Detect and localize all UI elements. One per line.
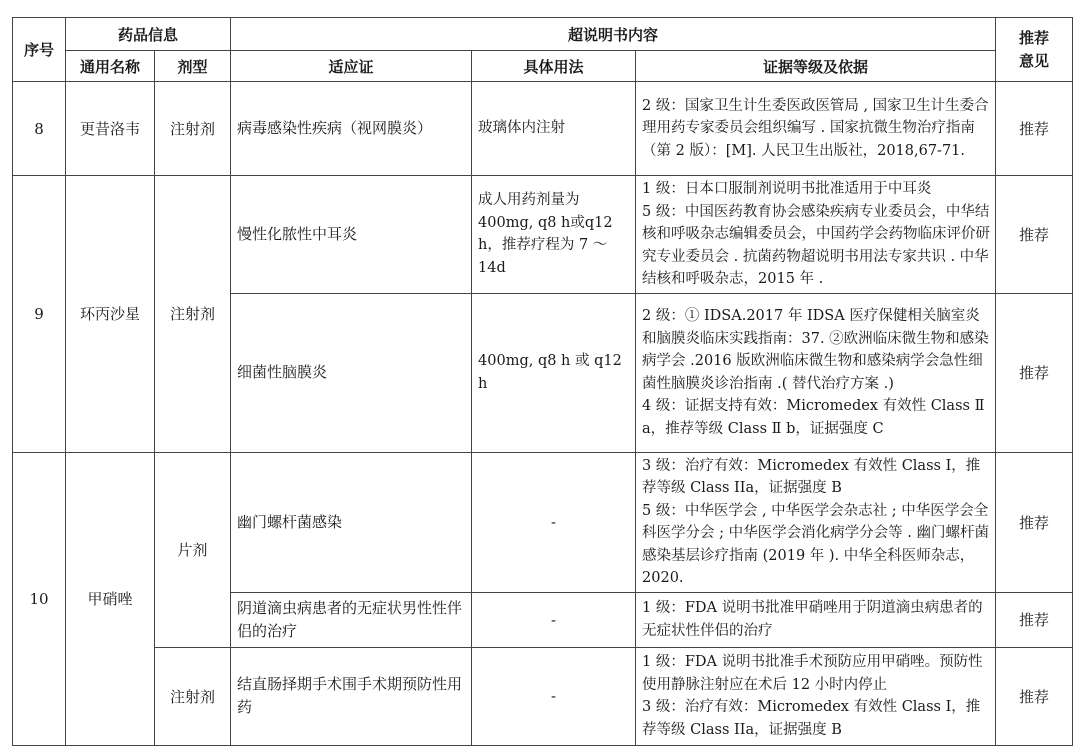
header-recommend-line1: 推荐	[1019, 28, 1050, 47]
header-generic-name: 通用名称	[66, 51, 155, 82]
cell-recommend: 推荐	[996, 176, 1073, 294]
cell-recommend: 推荐	[996, 592, 1073, 647]
cell-usage: 玻璃体内注射	[472, 82, 636, 176]
cell-indication: 结直肠择期手术围手术期预防性用药	[231, 647, 472, 745]
cell-seq: 9	[13, 176, 66, 453]
header-drug-info: 药品信息	[66, 18, 231, 51]
cell-recommend: 推荐	[996, 647, 1073, 745]
cell-usage: 成人用药剂量为400mg, q8 h或q12 h，推荐疗程为 7 ～ 14d	[472, 176, 636, 294]
cell-evidence: 3 级：治疗有效：Micromedex 有效性 Class I，推荐等级 Class IIa，证据强度 B 5 级：中华医学会 , 中华医学会杂志社 ; 中华医学会全科医学分会 ; 中华医学会消化病学分会等 . 幽门螺杆菌感染基层诊疗指南 (2019 年 ). 中华全科医师杂志，2020.	[636, 452, 996, 592]
cell-recommend: 推荐	[996, 452, 1073, 592]
cell-evidence: 2 级：国家卫生计生委医政医管局 , 国家卫生计生委合理用药专家委员会组织编写 . 国家抗微生物治疗指南（第 2 版）：[M]. 人民卫生出版社，2018,67-71.	[636, 82, 996, 176]
cell-recommend: 推荐	[996, 293, 1073, 452]
header-row-2	[13, 51, 1073, 82]
cell-dosage-form: 片剂	[155, 452, 231, 647]
header-evidence: 证据等级及依据	[636, 51, 996, 82]
header-row-1	[13, 18, 1073, 51]
cell-indication: 病毒感染性疾病（视网膜炎）	[231, 82, 472, 176]
cell-dosage-form: 注射剂	[155, 82, 231, 176]
cell-evidence: 2 级：① IDSA.2017 年 IDSA 医疗保健相关脑室炎和脑膜炎临床实践指南：37. ②欧洲临床微生物和感染病学会 .2016 版欧洲临床微生物和感染病学会急性细菌性脑膜炎诊治指南 .( 替代治疗方案 .) 4 级：证据支持有效：Micromedex 有效性 Class Ⅱ a，推荐等级 Class Ⅱ b，证据强度 C	[636, 293, 996, 452]
table-row	[13, 452, 1073, 592]
evidence-table	[12, 17, 1073, 746]
cell-dosage-form: 注射剂	[155, 647, 231, 745]
cell-evidence: 1 级：日本口服制剂说明书批准适用于中耳炎 5 级：中国医药教育协会感染疾病专业委员会，中华结核和呼吸杂志编辑委员会，中国药学会药物临床评价研究专业委员会 . 抗菌药物超说明书用法专家共识 . 中华结核和呼吸杂志，2015 年 .	[636, 176, 996, 294]
header-dosage-form: 剂型	[155, 51, 231, 82]
header-offlabel-content: 超说明书内容	[231, 18, 996, 51]
cell-indication: 慢性化脓性中耳炎	[231, 176, 472, 294]
cell-recommend: 推荐	[996, 82, 1073, 176]
header-recommend	[996, 18, 1073, 82]
header-indication: 适应证	[231, 51, 472, 82]
header-seq: 序号	[13, 18, 66, 82]
header-usage: 具体用法	[472, 51, 636, 82]
table-row	[13, 647, 1073, 745]
cell-generic-name: 环丙沙星	[66, 176, 155, 453]
cell-usage: -	[472, 592, 636, 647]
table-row	[13, 82, 1073, 176]
header-recommend-line2: 意见	[1019, 51, 1050, 70]
cell-indication: 细菌性脑膜炎	[231, 293, 472, 452]
cell-seq: 10	[13, 452, 66, 745]
cell-generic-name: 更昔洛韦	[66, 82, 155, 176]
cell-evidence: 1 级：FDA 说明书批准手术预防应用甲硝唑。预防性使用静脉注射应在术后 12 小时内停止 3 级：治疗有效：Micromedex 有效性 Class I，推荐等级 Class IIa，证据强度 B	[636, 647, 996, 745]
cell-indication: 幽门螺杆菌感染	[231, 452, 472, 592]
cell-usage: -	[472, 647, 636, 745]
cell-dosage-form: 注射剂	[155, 176, 231, 453]
cell-evidence: 1 级：FDA 说明书批准甲硝唑用于阴道滴虫病患者的无症状性伴侣的治疗	[636, 592, 996, 647]
cell-usage: -	[472, 452, 636, 592]
table-row	[13, 176, 1073, 294]
cell-seq: 8	[13, 82, 66, 176]
cell-generic-name: 甲硝唑	[66, 452, 155, 745]
cell-indication: 阴道滴虫病患者的无症状男性性伴侣的治疗	[231, 592, 472, 647]
cell-usage: 400mg, q8 h 或 q12 h	[472, 293, 636, 452]
